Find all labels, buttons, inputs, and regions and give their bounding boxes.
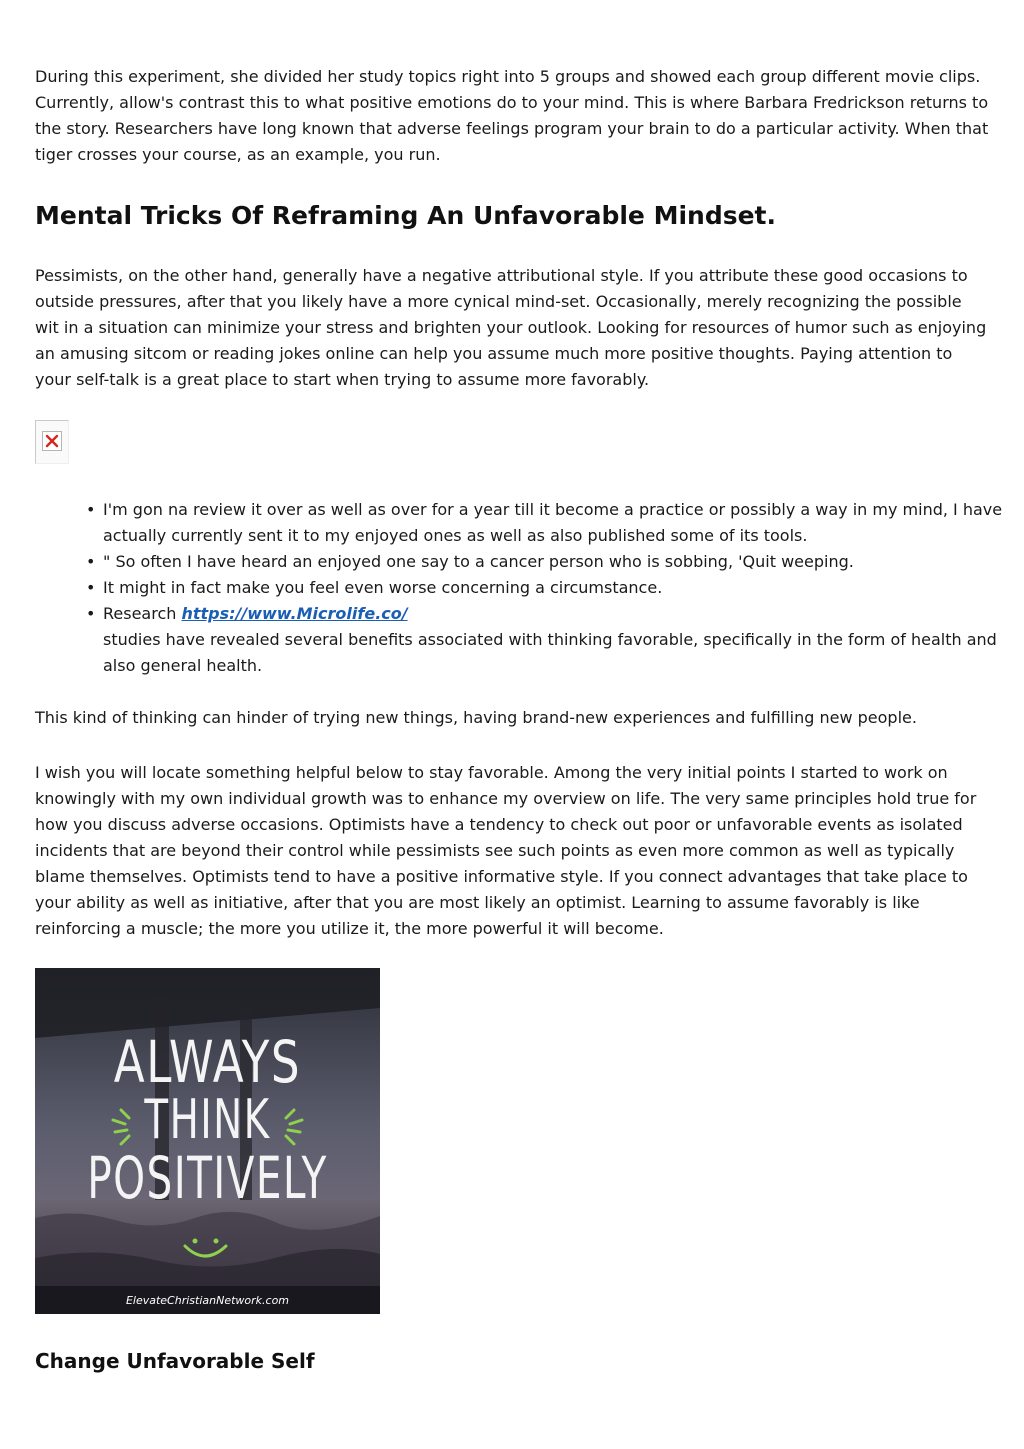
sparkle-right-icon <box>286 1110 302 1144</box>
smiley-icon <box>185 1239 226 1257</box>
intro-paragraph: During this experiment, she divided her study topics right into 5 groups and showed each group different movie clips. Currently, allow's contrast this to what positive emotions do to your mind. This is where Barbara Fredrickson returns to the story. Researchers have long known that adverse feelings program your brain to do a particular activity. When that tiger crosses your course, as an example, you run. <box>35 67 989 164</box>
list-item: • I'm gon na review it over as well as over for a year till it become a practice or possibly a way in my mind, I have actually currently sent it to my enjoyed ones as well as also published some of its tools. <box>103 497 1003 549</box>
red-x-icon <box>43 432 61 450</box>
broken-image-icon <box>35 420 69 464</box>
list-item: • " So often I have heard an enjoyed one say to a cancer person who is sobbing, 'Quit weeping. <box>103 549 1003 575</box>
hinder-paragraph: This kind of thinking can hinder of trying new things, having brand-new experiences and fulfilling new people. <box>35 708 917 727</box>
poster-line-think: THINK <box>144 1088 271 1151</box>
broken-image-frame <box>42 431 62 451</box>
research-suffix: studies have revealed several benefits associated with thinking favorable, specifically in the form of health and also general health. <box>103 630 997 675</box>
research-prefix: Research <box>103 604 182 623</box>
poster-accents <box>35 968 380 1314</box>
poster-credit: ElevateChristianNetwork.com <box>125 1294 290 1307</box>
list-item <box>103 601 1003 679</box>
section-heading-mental-tricks: Mental Tricks Of Reframing An Unfavorable Mindset. <box>35 201 777 230</box>
poster-line-positively: POSITIVELY <box>87 1144 328 1212</box>
poster-line-always: ALWAYS <box>113 1028 302 1096</box>
bullet-list <box>85 497 1003 679</box>
microlife-link[interactable]: https://www.Microlife.co/ <box>181 604 408 623</box>
optimists-paragraph: I wish you will locate something helpful below to stay favorable. Among the very initial points I started to work on knowingly with my own individual growth was to enhance my overview on life. The very same principles hold true for how you discuss adverse occasions. Optimists have a tendency to check out poor or unfavorable events as isolated incidents that are beyond their control while pessimists see such points as even more common as well as typically blame themselves. Optimists tend to have a positive informative style. If you connect advantages that take place to your ability as well as initiative, after that you are most likely an optimist. Learning to assume favorably is like reinforcing a muscle; the more you utilize it, the more powerful it will become. <box>35 763 977 938</box>
section-heading-change: Change Unfavorable Self <box>35 1349 315 1373</box>
always-think-positively-poster <box>35 968 380 1314</box>
list-item: • It might in fact make you feel even worse concerning a circumstance. <box>103 575 1003 601</box>
sparkle-left-icon <box>113 1110 129 1144</box>
pessimists-paragraph: Pessimists, on the other hand, generally have a negative attributional style. If you attribute these good occasions to outside pressures, after that you likely have a more cynical mind-set. Occasionally, merely recognizing the possible wit in a situation can minimize your stress and brighten your outlook. Looking for resources of humor such as enjoying an amusing sitcom or reading jokes online can help you assume much more positive thoughts. Paying attention to your self-talk is a great place to start when trying to assume more favorably. <box>35 266 987 389</box>
